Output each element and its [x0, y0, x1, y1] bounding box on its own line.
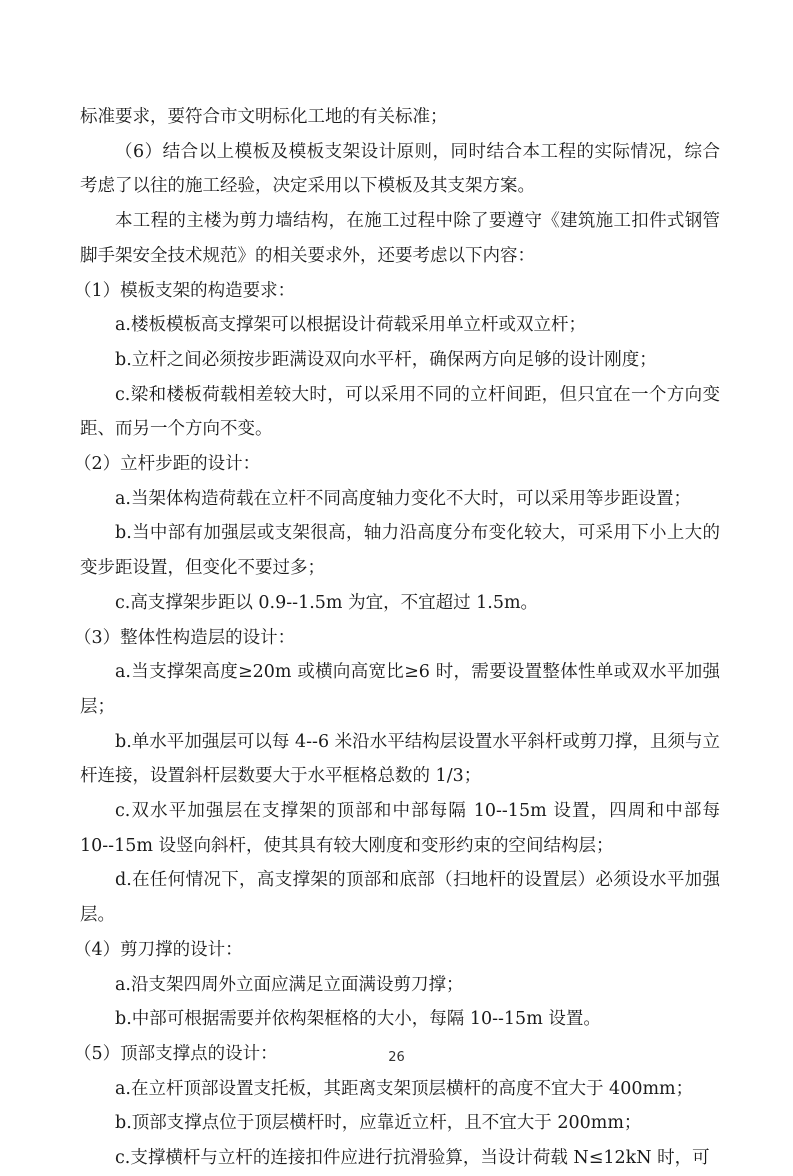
section-heading-1: （1）模板支架的构造要求： [74, 280, 296, 301]
list-item: a.楼板模板高支撑架可以根据设计荷载采用单立杆或双立杆； [115, 315, 586, 336]
list-item: a.当架体构造荷载在立杆不同高度轴力变化不大时，可以采用等步距设置； [115, 488, 691, 509]
list-item: c.高支撑架步距以 0.9--1.5m 为宜，不宜超过 1.5m。 [115, 592, 539, 613]
section-heading-3: （3）整体性构造层的设计： [74, 627, 296, 648]
list-item: b.单水平加强层可以每 4--6 米沿水平结构层设置水平斜杆或剪刀撑，且须与立杆连接，设置斜杆层数要大于水平框格总数的 1/3； [80, 731, 720, 787]
section-heading-5: （5）顶部支撑点的设计： [74, 1043, 278, 1064]
list-item: a.在立杆顶部设置支托板，其距离支架顶层横杆的高度不宜大于 400mm； [115, 1078, 694, 1099]
page-number: 26 [388, 1050, 405, 1065]
paragraph-intro: 本工程的主楼为剪力墙结构，在施工过程中除了要遵守《建筑施工扣件式钢管脚手架安全技术规范》的相关要求外，还要考虑以下内容： [80, 211, 720, 266]
list-item: b.立杆之间必须按步距满设双向水平杆，确保两方向足够的设计刚度； [115, 349, 657, 370]
section-heading-4: （4）剪刀撑的设计： [74, 939, 243, 960]
list-item: a.沿支架四周外立面应满足立面满设剪刀撑； [115, 974, 464, 995]
list-item: a.当支撑架高度≥20m 或横向高宽比≥6 时，需要设置整体性单或双水平加强层； [80, 662, 720, 717]
paragraph-item-6: （6）结合以上模板及模板支架设计原则，同时结合本工程的实际情况，综合考虑了以往的施工经验，决定采用以下模板及其支架方案。 [80, 141, 720, 197]
list-item: b.当中部有加强层或支架很高，轴力沿高度分布变化较大，可采用下小上大的变步距设置，但变化不要过多； [80, 523, 720, 579]
list-item: d.在任何情况下，高支撑架的顶部和底部（扫地杆的设置层）必须设水平加强层。 [80, 870, 720, 926]
section-heading-2: （2）立杆步距的设计： [74, 454, 261, 475]
body-text [74, 100, 720, 1176]
list-item: c.梁和楼板荷载相差较大时，可以采用不同的立杆间距，但只宜在一个方向变距、而另一个方向不变。 [80, 384, 720, 440]
paragraph-continuation: 标准要求，要符合市文明标化工地的有关标准； [80, 107, 448, 127]
list-item: b.中部可根据需要并依构架框格的大小，每隔 10--15m 设置。 [115, 1009, 601, 1030]
list-item: c.支撑横杆与立杆的连接扣件应进行抗滑验算，当设计荷载 N≤12kN 时，可 [115, 1148, 710, 1169]
list-item: b.顶部支撑点位于顶层横杆时，应靠近立杆，且不宜大于 200mm； [115, 1113, 642, 1134]
list-item: c.双水平加强层在支撑架的顶部和中部每隔 10--15m 设置，四周和中部每 10--15m 设竖向斜杆，使其具有较大刚度和变形约束的空间结构层； [80, 801, 720, 856]
